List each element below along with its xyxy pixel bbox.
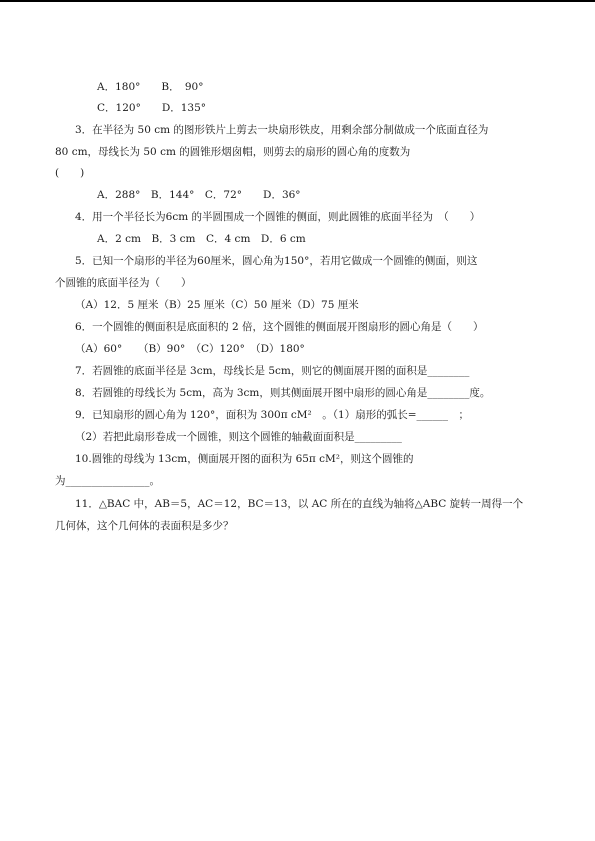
q3-options: A．288° B．144° C．72° D．36° (97, 189, 301, 201)
q6-text-line1: 6．一个圆锥的侧面积是底面积的 2 倍，这个圆锥的侧面展开图扇形的圆心角是（ ） (75, 321, 484, 333)
q9-text-line2: （2）若把此扇形卷成一个圆锥，则这个圆锥的轴截面面积是_________ (75, 431, 402, 443)
q3-answer-bracket: ( ) (55, 167, 85, 179)
q9-text-line1: 9．已知扇形的圆心角为 120°，面积为 300π cM² 。（1）扇形的弧长=______ ； (75, 409, 469, 421)
q5-text-line1: 5．已知一个扇形的半径为60厘米，圆心角为150°，若用它做成一个圆锥的侧面，则这 (75, 255, 478, 267)
q6-options: （A）60° （B）90° （C）120° （D）180° (75, 343, 305, 355)
q3-text-line1: 3．在半径为 50 cm 的图形铁片上剪去一块扇形铁皮，用剩余部分制做成一个底面直径为 (75, 124, 489, 136)
q8-text-line1: 8．若圆锥的母线长为 5cm，高为 3cm，则其侧面展开图中扇形的圆心角是________度。 (75, 387, 491, 399)
q4-options: A．2 cm B．3 cm C．4 cm D．6 cm (97, 233, 306, 245)
q3-text-line2: 80 cm，母线长为 50 cm 的圆锥形烟囱帽，则剪去的扇形的圆心角的度数为 (55, 146, 411, 158)
q2-options-row1: A．180° B． 90° (97, 81, 204, 93)
q5-options: （A）12．5 厘米（B）25 厘米（C）50 厘米（D）75 厘米 (75, 299, 359, 311)
q2-options-row2: C．120° D．135° (97, 102, 207, 114)
q10-text-line1: 10.圆锥的母线为 13cm，侧面展开图的面积为 65π cM²，则这个圆锥的 (75, 453, 414, 465)
q10-text-line2: 为________________。 (55, 475, 160, 487)
q5-text-line2: 个圆锥的底面半径为（ ） (55, 277, 192, 289)
q11-text-line1: 11．△BAC 中，AB＝5，AC＝12，BC＝13，以 AC 所在的直线为轴将△ABC 旋转一周得一个 (75, 498, 524, 510)
q7-text-line1: 7．若圆锥的底面半径是 3cm，母线长是 5cm，则它的侧面展开图的面积是________ (75, 365, 470, 377)
q4-text-line1: 4．用一个半径长为6cm 的半圆围成一个圆锥的侧面，则此圆锥的底面半径为 （ ） (75, 211, 481, 223)
q11-text-line2: 几何体，这个几何体的表面积是多少？ (55, 520, 234, 532)
